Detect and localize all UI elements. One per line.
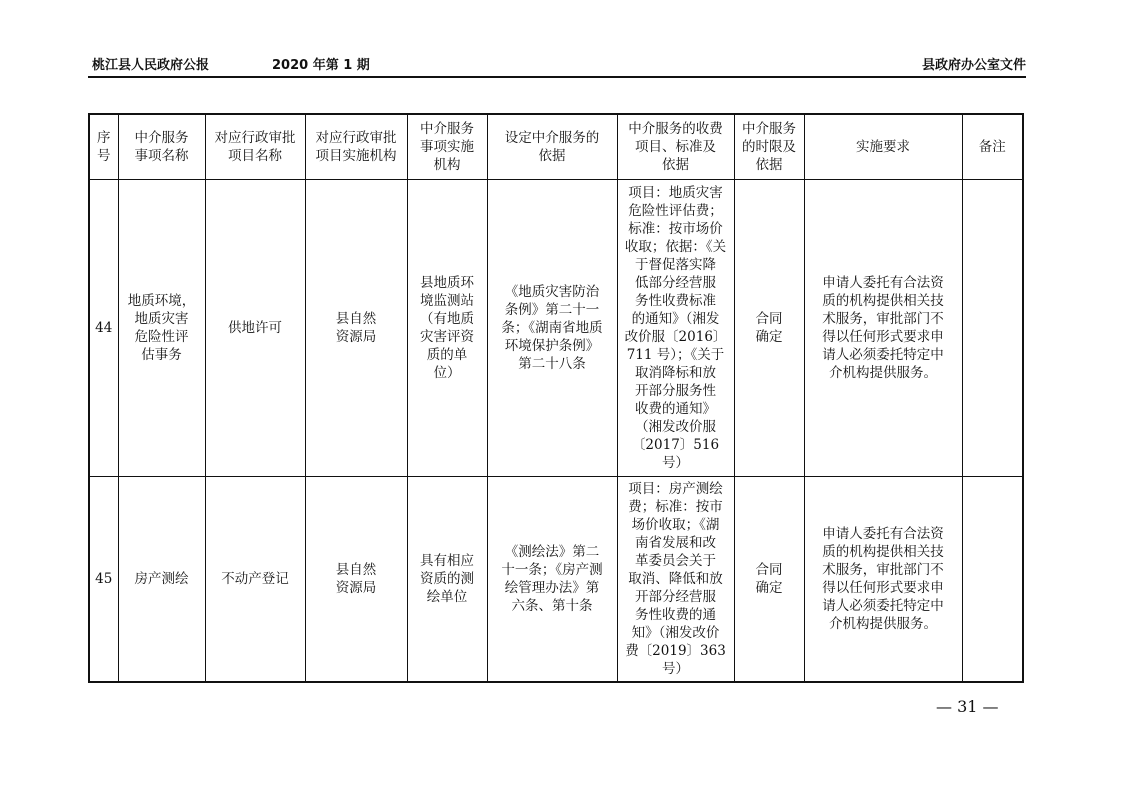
cell-item — [118, 477, 205, 683]
cell-approval — [205, 477, 305, 683]
col-header — [89, 114, 118, 180]
section-label: 县政府办公室文件 — [921, 58, 1026, 73]
cell-line: 申请人委托有合法资 — [822, 275, 944, 291]
col-header — [305, 114, 407, 180]
cell-remark — [962, 477, 1023, 683]
cell-line: 条例》第二十一 — [504, 302, 600, 318]
cell-line: 十一条；《房产测 — [501, 562, 603, 578]
page-number: — 31 — — [936, 697, 999, 716]
cell-line: 质的机构提供相关技 — [822, 544, 944, 560]
cell-line: （有地质 — [420, 311, 474, 327]
cell-line: 申请人委托有合法资 — [822, 526, 944, 542]
cell-basis — [487, 477, 617, 683]
cell-line: 序 — [97, 130, 111, 146]
cell-line: 质的机构提供相关技 — [822, 293, 944, 309]
table-row — [89, 477, 1023, 683]
cell-line: 危险性评估费； — [628, 203, 723, 219]
cell-line: 号） — [662, 455, 689, 471]
cell-line: 〔2017〕516 — [631, 437, 720, 453]
cell-approval — [205, 180, 305, 477]
cell-line: 中介服务 — [420, 121, 474, 137]
cell-line: 资源局 — [335, 329, 377, 345]
cell-line: 对应行政审批 — [214, 130, 296, 146]
cell-line: 条；《湖南省地质 — [501, 320, 603, 336]
cell-line: 革委员会关于 — [635, 553, 716, 569]
cell-line: 危险性评 — [134, 329, 189, 345]
cell-line: 估事务 — [141, 347, 182, 363]
cell-line: 开部分服务性 — [635, 383, 716, 399]
cell-line: 于督促落实降 — [635, 257, 716, 273]
cell-line: 标准：按市场价 — [628, 221, 723, 237]
cell-remark — [962, 180, 1023, 477]
cell-line: 绘管理办法》第 — [504, 580, 600, 596]
cell-line: 低部分经营服 — [635, 275, 716, 291]
cell-line: 号 — [97, 148, 111, 164]
cell-line: 得以任何形式要求申 — [822, 329, 944, 345]
cell-time — [734, 180, 804, 477]
cell-line: 位） — [433, 365, 461, 381]
cell-line: 县地质环 — [420, 275, 474, 291]
cell-line: 备注 — [978, 139, 1006, 155]
cell-line: 不动产登记 — [221, 571, 289, 587]
cell-requirement — [804, 477, 962, 683]
cell-basis — [487, 180, 617, 477]
cell-line: 项目、标准及 — [635, 139, 716, 155]
cell-line: 依据 — [755, 157, 783, 173]
cell-line: 依据 — [662, 157, 689, 173]
cell-line: 务性收费的通 — [635, 607, 716, 623]
issue-label: 2020 年第 1 期 — [272, 58, 370, 73]
cell-item — [118, 180, 205, 477]
cell-line: （湘发改价服 — [635, 419, 716, 435]
cell-line: 场价收取；《湖 — [631, 517, 720, 533]
cell-line: 的时限及 — [742, 139, 796, 155]
col-header — [804, 114, 962, 180]
cell-line: 事项名称 — [134, 148, 189, 164]
cell-line: 项目：房产测绘 — [628, 481, 723, 497]
cell-line: 术服务，审批部门不 — [822, 562, 944, 578]
col-header — [205, 114, 305, 180]
cell-line: 开部分经营服 — [635, 589, 716, 605]
cell-line: 确定 — [755, 329, 783, 345]
cell-line: 收费的通知》 — [635, 401, 716, 417]
col-header — [617, 114, 734, 180]
cell-line: 项目名称 — [228, 148, 282, 164]
cell-line: 供地许可 — [228, 320, 282, 336]
cell-line: 中介服务的收费 — [628, 121, 723, 137]
cell-line: 合同 — [755, 311, 783, 327]
cell-line: 县自然 — [335, 562, 377, 578]
cell-agency — [305, 180, 407, 477]
cell-line: 《地质灾害防治 — [504, 284, 600, 300]
col-header — [407, 114, 487, 180]
cell-line: 设定中介服务的 — [504, 130, 600, 146]
cell-line: 质的单 — [426, 347, 468, 363]
cell-line: 项目实施机构 — [315, 148, 397, 164]
cell-line: 房产测绘 — [134, 571, 189, 587]
cell-line: 请人必须委托特定中 — [822, 598, 944, 614]
cell-line: 灾害评资 — [420, 329, 474, 345]
cell-line: 地质灾害 — [134, 311, 189, 327]
cell-line: 知》（湘发改价 — [631, 625, 720, 641]
cell-no: 44 — [89, 180, 118, 477]
cell-line: 术服务，审批部门不 — [822, 311, 944, 327]
cell-line: 收取；依据：《关 — [624, 239, 727, 255]
cell-line: 六条、第十条 — [511, 598, 593, 614]
cell-line: 711 号）；《关于 — [626, 347, 725, 363]
col-header — [118, 114, 205, 180]
cell-line: 确定 — [755, 580, 783, 596]
service-table — [88, 113, 1024, 683]
cell-provider — [407, 180, 487, 477]
cell-line: 资质的测 — [420, 571, 474, 587]
cell-line: 机构 — [433, 157, 461, 173]
cell-line: 具有相应 — [420, 553, 474, 569]
cell-line: 实施要求 — [856, 139, 910, 155]
cell-line: 介机构提供服务。 — [829, 365, 937, 381]
cell-provider — [407, 477, 487, 683]
col-header — [734, 114, 804, 180]
cell-line: 取消、降低和放 — [628, 571, 723, 587]
col-header — [962, 114, 1023, 180]
cell-line: 取消降标和放 — [635, 365, 716, 381]
cell-line: 项目：地质灾害 — [628, 185, 723, 201]
cell-line: 县自然 — [335, 311, 377, 327]
cell-line: 务性收费标准 — [635, 293, 716, 309]
header-rule — [88, 76, 1026, 78]
cell-time — [734, 477, 804, 683]
cell-line: 对应行政审批 — [315, 130, 397, 146]
cell-line: 环境保护条例》 — [504, 338, 600, 354]
cell-fee — [617, 180, 734, 477]
cell-line: 中介服务 — [742, 121, 796, 137]
table-header-row — [89, 114, 1023, 180]
cell-line: 第二十八条 — [518, 356, 586, 372]
cell-agency — [305, 477, 407, 683]
cell-line: 事项实施 — [420, 139, 474, 155]
cell-line: 介机构提供服务。 — [829, 616, 937, 632]
cell-line: 请人必须委托特定中 — [822, 347, 944, 363]
cell-line: 合同 — [755, 562, 783, 578]
cell-line: 的通知》（湘发 — [631, 311, 720, 327]
cell-line: 中介服务 — [134, 130, 189, 146]
cell-no: 45 — [89, 477, 118, 683]
publication-title: 桃江县人民政府公报 — [92, 58, 210, 73]
cell-line: 资源局 — [335, 580, 377, 596]
col-header — [487, 114, 617, 180]
cell-line: 费；标准：按市 — [628, 499, 723, 515]
cell-line: 地质环境， — [127, 293, 196, 309]
cell-line: 得以任何形式要求申 — [822, 580, 944, 596]
cell-line: 改价服〔2016〕 — [624, 329, 727, 345]
cell-fee — [617, 477, 734, 683]
table-row — [89, 180, 1023, 477]
cell-line: 号） — [662, 661, 689, 677]
cell-line: 《测绘法》第二 — [504, 544, 600, 560]
cell-requirement — [804, 180, 962, 477]
cell-line: 费〔2019〕363 — [625, 643, 726, 659]
cell-line: 绘单位 — [426, 589, 468, 605]
cell-line: 南省发展和改 — [635, 535, 716, 551]
cell-line: 境监测站 — [420, 293, 474, 309]
cell-line: 依据 — [538, 148, 566, 164]
